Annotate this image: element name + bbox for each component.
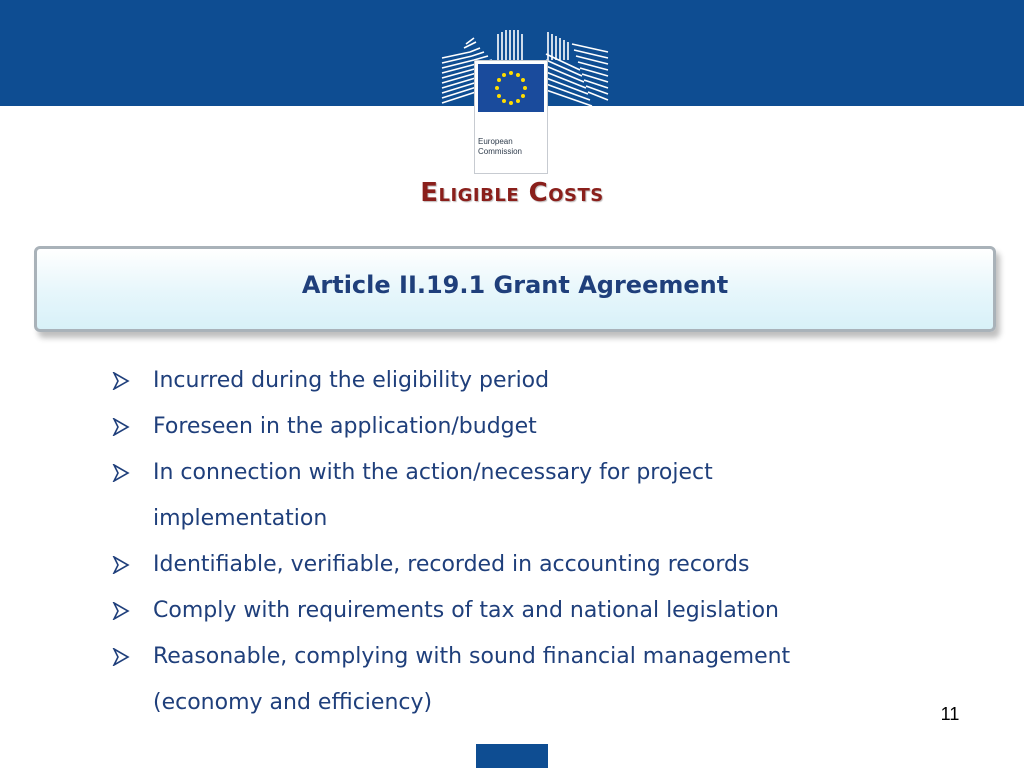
list-item <box>112 404 932 450</box>
logo-line1: European <box>478 137 513 146</box>
logo-line2: Commission <box>478 147 523 156</box>
list-item-text: Incurred during the eligibility period <box>153 368 550 393</box>
logo-caption <box>478 137 544 157</box>
arrow-bullet-icon <box>112 542 132 588</box>
list-item-text: Reasonable, complying with sound financial management <box>153 644 791 669</box>
arrow-bullet-icon <box>112 588 132 634</box>
article-reference: Article II.19.1 Grant Agreement <box>301 271 729 299</box>
list-item <box>112 450 932 542</box>
footer-tab <box>476 744 548 768</box>
list-item-text-continued: (economy and efficiency) <box>153 690 433 715</box>
slide-title: Eligible Costs <box>420 178 604 208</box>
list-item-text: Foreseen in the application/budget <box>153 414 537 439</box>
article-reference-box <box>34 246 996 332</box>
list-item-text-continued: implementation <box>153 506 328 531</box>
eligibility-criteria-list <box>112 358 932 726</box>
list-item-text: In connection with the action/necessary for project <box>153 460 713 485</box>
arrow-bullet-icon <box>112 450 132 496</box>
arrow-bullet-icon <box>112 358 132 404</box>
list-item-text: Identifiable, verifiable, recorded in accounting records <box>153 552 750 577</box>
list-item-text: Comply with requirements of tax and national legislation <box>153 598 779 623</box>
list-item <box>112 634 932 726</box>
arrow-bullet-icon <box>112 634 132 680</box>
list-item <box>112 588 932 634</box>
page-number: 11 <box>940 704 960 724</box>
list-item <box>112 542 932 588</box>
european-commission-logo <box>440 30 610 156</box>
logo-emblem-box <box>474 60 548 174</box>
list-item <box>112 358 932 404</box>
arrow-bullet-icon <box>112 404 132 450</box>
eu-flag-icon <box>478 64 544 112</box>
